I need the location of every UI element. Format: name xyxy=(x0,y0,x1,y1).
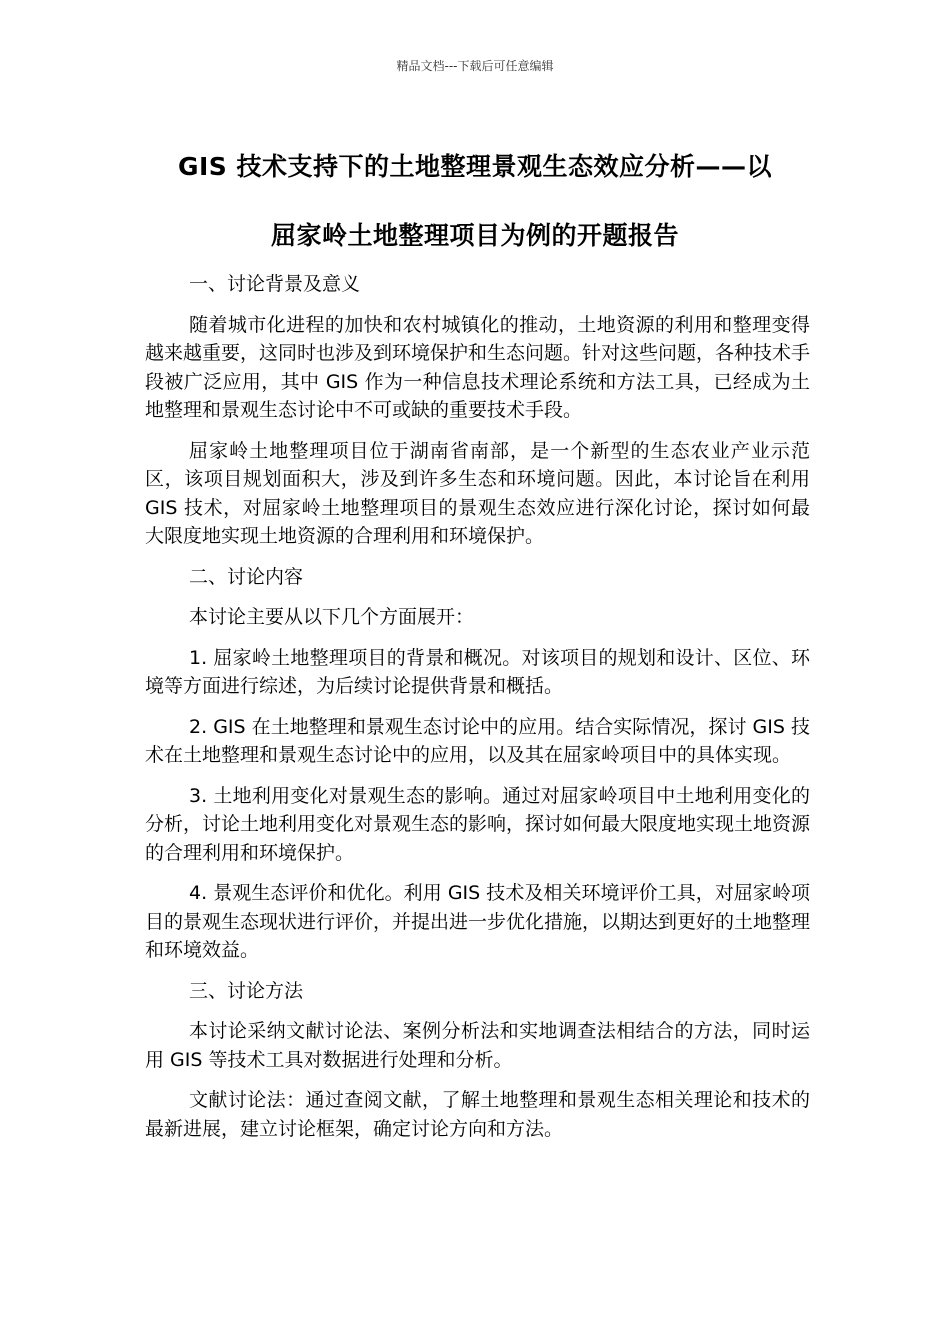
list-item: 4. 景观生态评价和优化。利用 GIS 技术及相关环境评价工具，对屈家岭项目的景观生态现状进行评价，并提出进一步优化措施，以期达到更好的土地整理和环境效益。 xyxy=(145,882,811,961)
title-line-2: 屈家岭土地整理项目为例的开题报告 xyxy=(270,221,679,250)
list-item: 3. 土地利用变化对景观生态的影响。通过对屈家岭项目中土地利用变化的分析，讨论土地利用变化对景观生态的影响，探讨如何最大限度地实现土地资源的合理利用和环境保护。 xyxy=(145,784,811,864)
section-heading-2: 二、讨论内容 xyxy=(189,565,304,588)
paragraph: 本讨论主要从以下几个方面展开： xyxy=(189,606,475,628)
paragraph: 随着城市化进程的加快和农村城镇化的推动，土地资源的利用和整理变得越来越重要，这同时也涉及到环境保护和生态问题。针对这些问题，各种技术手段被广泛应用，其中 GIS 作为一种信息技术理论系统和方法工具，已经成为土地整理和景观生态讨论中不可或缺的重要技术手段。 xyxy=(145,313,811,421)
paragraph: 文献讨论法：通过查阅文献，了解土地整理和景观生态相关理论和技术的最新进展，建立讨论框架，确定讨论方向和方法。 xyxy=(145,1089,810,1140)
header-note: 精品文档---下载后可任意编辑 xyxy=(396,59,554,73)
list-item: 1. 屈家岭土地整理项目的背景和概况。对该项目的规划和设计、区位、环境等方面进行综述，为后续讨论提供背景和概括。 xyxy=(145,646,810,697)
section-heading-3: 三、讨论方法 xyxy=(189,979,304,1002)
document-title xyxy=(140,132,810,270)
paragraph: 屈家岭土地整理项目位于湖南省南部，是一个新型的生态农业产业示范区，该项目规划面积大，涉及到许多生态和环境问题。因此，本讨论旨在利用 GIS 技术，对屈家岭土地整理项目的景观生态效应进行深化讨论，探讨如何最大限度地实现土地资源的合理利用和环境保护。 xyxy=(145,439,810,547)
section-heading-1: 一、讨论背景及意义 xyxy=(189,273,361,295)
title-line-1: GIS 技术支持下的土地整理景观生态效应分析——以 xyxy=(177,152,773,181)
document-body xyxy=(145,270,810,1155)
list-item: 2. GIS 在土地整理和景观生态讨论中的应用。结合实际情况，探讨 GIS 技术在土地整理和景观生态讨论中的应用，以及其在屈家岭项目中的具体实现。 xyxy=(145,715,810,766)
paragraph: 本讨论采纳文献讨论法、案例分析法和实地调查法相结合的方法，同时运用 GIS 等技术工具对数据进行处理和分析。 xyxy=(145,1020,810,1071)
